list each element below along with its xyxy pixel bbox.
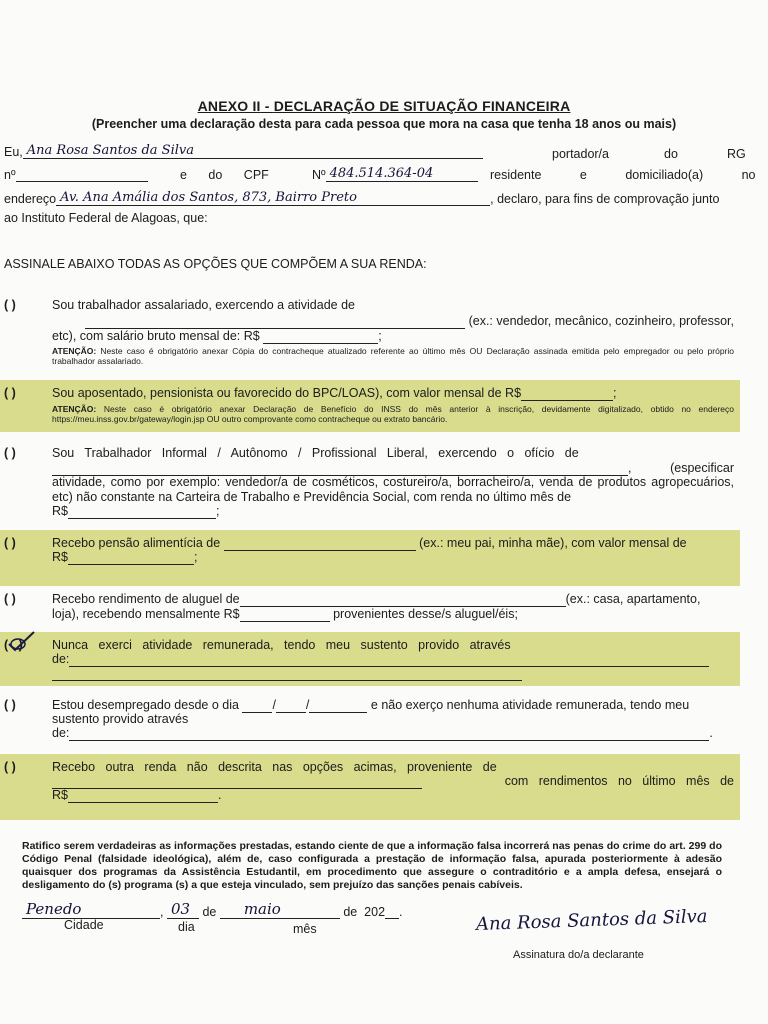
checkbox-informal[interactable]: ( ) — [4, 446, 16, 460]
title-main: DECLARAÇÃO DE SITUAÇÃO FINANCEIRA — [273, 98, 571, 114]
year-field[interactable] — [385, 905, 399, 919]
do-label: do — [664, 147, 678, 161]
name-field[interactable]: Ana Rosa Santos da Silva — [23, 145, 483, 159]
option-unemployed: ( ) Estou desempregado desde o dia / / e não exerço nenhuma atividade remunerada, tendo meu sustento provido através de: . — [4, 698, 713, 740]
cpf-line: Nº 484.514.364-04 — [312, 168, 478, 182]
rg-field[interactable] — [16, 168, 148, 182]
place-date-line: Penedo , 03 de maio de 202 . — [22, 905, 403, 919]
portador-label: portador/a — [552, 147, 609, 161]
cpf-prefix: e do CPF — [180, 168, 269, 182]
retired-note: ATENÇÃO: Neste caso é obrigatório anexar Declaração de Benefício do INSS do mês anterior à inscrição, devidamente digitalizado, obtido no endereço https://meu.inss.gov.br/gateway/login.jsp OU outro comprovante como contracheque ou extrato bancário. — [52, 404, 734, 424]
option-alimony: ( ) Recebo pensão alimentícia de (ex.: meu pai, minha mãe), com valor mensal de R$ ; — [0, 530, 740, 586]
checkbox-alimony[interactable]: ( ) — [4, 536, 16, 550]
city-label: Cidade — [64, 918, 104, 932]
signature-label: Assinatura do/a declarante — [513, 949, 644, 961]
residente-label: residente e domiciliado(a) no — [490, 168, 756, 182]
salary-field[interactable] — [263, 332, 378, 344]
month-label: mês — [293, 922, 317, 936]
signature: Ana Rosa Santos da Silva — [475, 905, 708, 936]
checkbox-never-worked[interactable]: ( ) — [4, 638, 23, 653]
month-field[interactable]: maio — [220, 905, 340, 919]
instituto-line: ao Instituto Federal de Alagoas, que: — [4, 211, 208, 225]
name-line: Eu, Ana Rosa Santos da Silva — [4, 145, 483, 159]
option-informal: ( ) Sou Trabalhador Informal / Autônomo / Profissional Liberal, exercendo o ofício de , (especificar atividade, como por exemplo: vendedor/a de cosméticos, costureiro/a, borracheiro/a, venda de produtos agropecuários, etc) não constante na Carteira de Trabalho e Previdência Social, com renda no último mês de R$ ; — [4, 446, 734, 518]
retired-value-field[interactable] — [521, 389, 613, 401]
other-income-value-field[interactable] — [68, 791, 218, 803]
rent-source-field[interactable] — [240, 595, 566, 607]
document-title: ANEXO II - DECLARAÇÃO DE SITUAÇÃO FINANCEIRA — [197, 98, 571, 114]
document-subtitle: (Preencher uma declaração desta para cada pessoa que mora na casa que tenha 18 anos ou mais) — [91, 117, 677, 131]
checkmark-icon — [6, 630, 36, 652]
day-field[interactable]: 03 — [167, 905, 199, 919]
cpf-field[interactable]: 484.514.364-04 — [326, 168, 478, 182]
rent-value-field[interactable] — [240, 610, 330, 622]
option-other-income: ( ) Recebo outra renda não descrita nas opções acimas, proveniente de com rendimentos no último mês de R$ . — [0, 754, 740, 820]
option-retired: ( ) Sou aposentado, pensionista ou favorecido do BPC/LOAS), com valor mensal de R$ ; ATENÇÃO: Neste caso é obrigatório anexar Declaração de Benefício do INSS do mês anterior à inscrição, devidamente digitalizado, obtido no endereço https://meu.inss.gov.br/gateway/login.jsp OU outro comprovante como contracheque ou extrato bancário. — [0, 380, 740, 432]
option-salaried: ( ) Sou trabalhador assalariado, exercendo a atividade de (ex.: vendedor, mecânico, cozinheiro, professor, etc), com salário bruto mensal de: R$ ; ATENÇÃO: Neste caso é obrigatório anexar Cópia do contracheque atualizado referente ao último mês OU Declaração assinada emitida pelo empregador ou pelo próprio trabalhador assalariado. — [4, 298, 734, 366]
checkbox-other-income[interactable]: ( ) — [4, 760, 16, 774]
salaried-note: ATENÇÃO: Neste caso é obrigatório anexar Cópia do contracheque atualizado referente ao último mês OU Declaração assinada emitida pelo empregador ou pelo próprio trabalhador assalariado. — [52, 346, 734, 366]
rg-label: RG — [727, 147, 746, 161]
informal-income-field[interactable] — [68, 507, 216, 519]
endereco-field[interactable]: Av. Ana Amália dos Santos, 873, Bairro Preto — [56, 192, 490, 206]
day-label: dia — [178, 920, 195, 934]
ratification-text: Ratifico serem verdadeiras as informações prestadas, estando ciente de que a informação falsa incorrerá nas penas do crime do art. 299 do Código Penal (falsidade ideológica), além de, caso configurada a prestação de informação falsa, apurada posteriormente à adesão quaisquer dos programas da Assistência Estudantil, em procedimento que assegure o contraditório e a ampla defesa, ensejará o desligamento do (s) programa (s) a que esteja vinculado, sem prejuízo das sanções penais cabíveis. — [22, 840, 722, 891]
checkbox-salaried[interactable]: ( ) — [4, 298, 16, 312]
alimony-value-field[interactable] — [68, 553, 194, 565]
never-worked-source-field-2[interactable] — [52, 669, 522, 681]
checkbox-retired[interactable]: ( ) — [4, 386, 16, 400]
option-rent: ( ) Recebo rendimento de aluguel de (ex.: casa, apartamento, loja), recebendo mensalmente R$ provenientes desse/s aluguel/éis; — [4, 592, 701, 621]
activity-field[interactable] — [85, 317, 465, 329]
city-field[interactable]: Penedo — [22, 905, 160, 919]
annex-label: ANEXO II — [197, 98, 261, 114]
unemployed-source-field[interactable] — [69, 729, 709, 741]
endereco-line: endereço Av. Ana Amália dos Santos, 873, Bairro Preto , declaro, para fins de comprovação junto — [4, 190, 720, 206]
checkbox-rent[interactable]: ( ) — [4, 592, 16, 606]
checkbox-unemployed[interactable]: ( ) — [4, 698, 16, 712]
option-never-worked: ( ) Nunca exerci atividade remunerada, tendo meu sustento provido através de: — [0, 632, 740, 686]
rg-line: nº — [4, 168, 148, 182]
instructions: ASSINALE ABAIXO TODAS AS OPÇÕES QUE COMPÕEM A SUA RENDA: — [4, 257, 427, 271]
